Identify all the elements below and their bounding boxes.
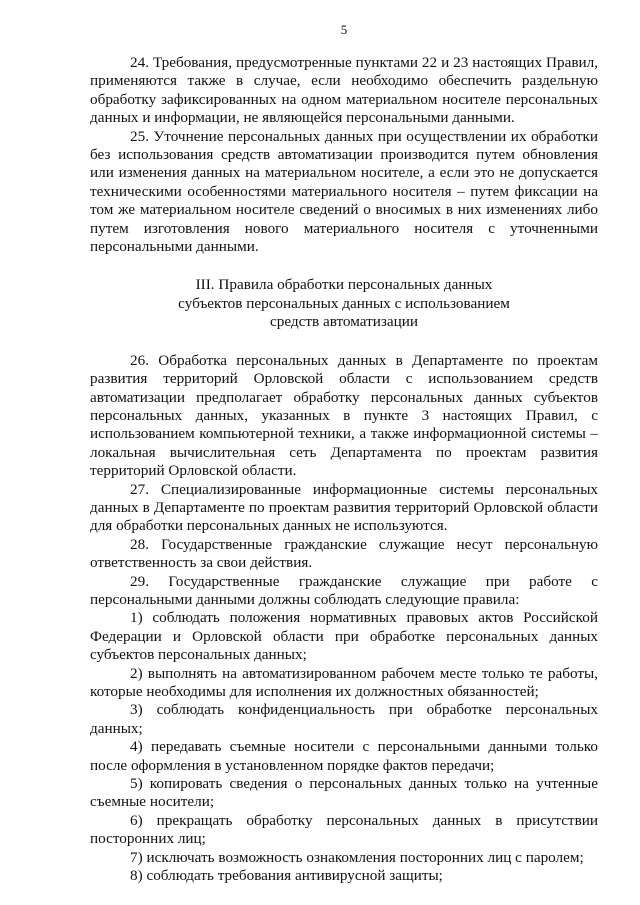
section-heading-line: субъектов персональных данных с использованием <box>178 294 510 312</box>
paragraph-24: 24. Требования, предусмотренные пунктами 22 и 23 настоящих Правил, применяются также в случае, если необходимо обеспечить раздельную обработку зафиксированных на одном материальном носителе персональных данных и информации, не являющейся персональными данными. <box>90 54 598 127</box>
paragraph-27: 27. Специализированные информационные системы персональных данных в Департаменте по проектам развития территорий Орловской области для обработки персональных данных не используются. <box>90 480 598 535</box>
rule-item-3: 3) соблюдать конфиденциальность при обработке персональных данных; <box>90 701 598 737</box>
paragraph-25: 25. Уточнение персональных данных при осуществлении их обработки без использования средств автоматизации производится путем обновления или изменения данных на материальном носителе, а если это не допускается техническими особенностями материального носителя – путем фиксации на том же материальном носителе сведений о вносимых в них изменениях либо путем изготовления нового материального носителя с уточненными персональными данными. <box>90 127 598 256</box>
rule-item-1: 1) соблюдать положения нормативных правовых актов Российской Федерации и Орловской области при обработке персональных данных субъектов персональных данных; <box>90 609 598 664</box>
section-heading <box>90 276 598 331</box>
rule-item-4: 4) передавать съемные носители с персональными данными только после оформления в установленном порядке фактов передачи; <box>90 738 598 774</box>
rule-item-6: 6) прекращать обработку персональных данных в присутствии посторонних лиц; <box>90 811 598 848</box>
rule-item-5: 5) копировать сведения о персональных данных только на учтенные съемные носители; <box>90 775 598 811</box>
paragraph-29: 29. Государственные гражданские служащие при работе с персональными данными должны соблюдать следующие правила: <box>90 572 598 608</box>
section-heading-line: III. Правила обработки персональных данных <box>195 276 493 294</box>
section-heading-line: средств автоматизации <box>270 313 418 331</box>
paragraph-28: 28. Государственные гражданские служащие несут персональную ответственность за свои действия. <box>90 535 598 572</box>
rule-item-2: 2) выполнять на автоматизированном рабочем месте только те работы, которые необходимы для исполнения их должностных обязанностей; <box>90 664 598 700</box>
rule-item-8: 8) соблюдать требования антивирусной защиты; <box>130 867 443 885</box>
page-number: 5 <box>340 22 348 37</box>
paragraph-26: 26. Обработка персональных данных в Департаменте по проектам развития территорий Орловской области с использованием средств автоматизации предполагает обработку персональных данных субъектов персональных данных, указанных в пункте 3 настоящих Правил, с использованием компьютерной техники, а также информационной системы – локальная вычислительная сеть Департамента по проектам развития территорий Орловской области. <box>90 351 598 480</box>
rule-item-7: 7) исключать возможность ознакомления посторонних лиц с паролем; <box>130 848 584 866</box>
